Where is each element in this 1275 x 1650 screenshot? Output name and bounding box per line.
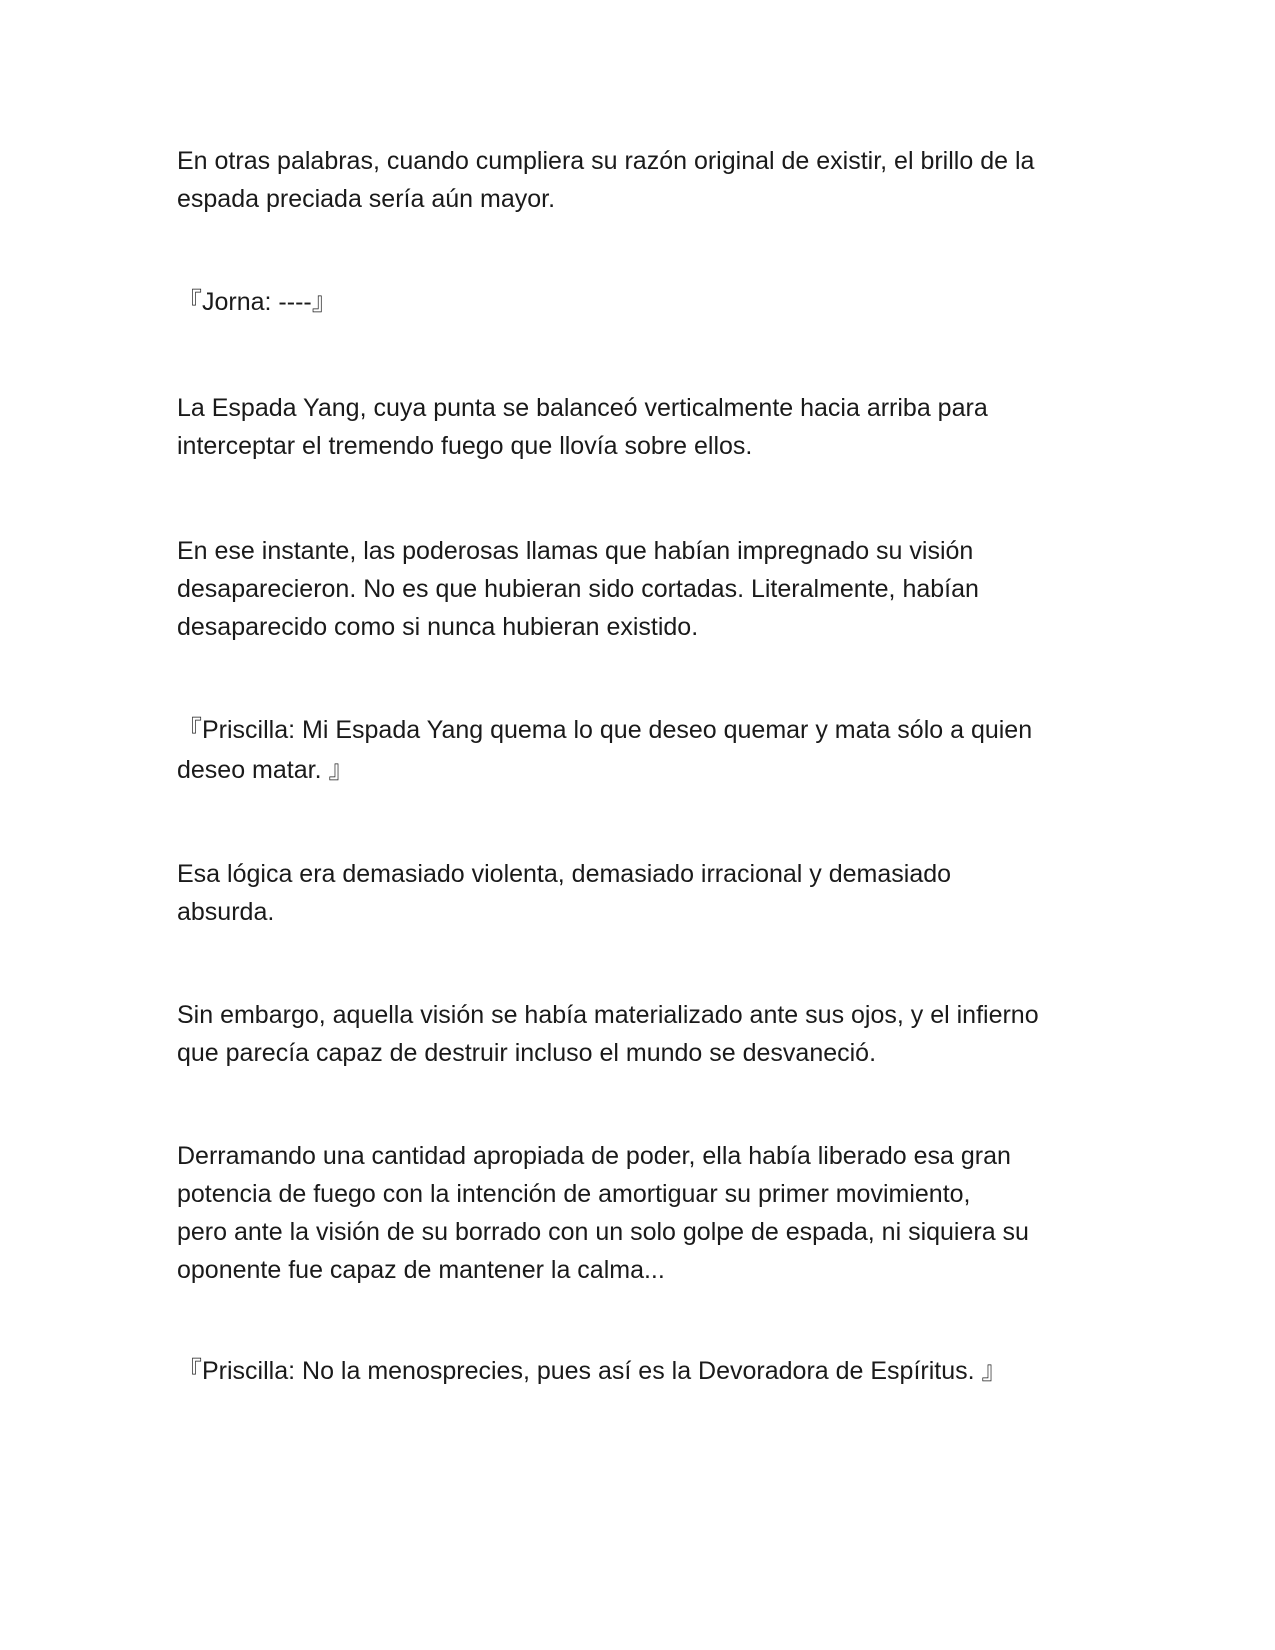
text-line: absurda.	[177, 898, 275, 926]
dialogue-priscilla-1	[177, 710, 1107, 790]
text-line: interceptar el tremendo fuego que llovía sobre ellos.	[177, 432, 753, 460]
text-line: Derramando una cantidad apropiada de poder, ella había liberado esa gran	[177, 1142, 1011, 1170]
text-line: Sin embargo, aquella visión se había materializado ante sus ojos, y el infierno	[177, 1001, 1039, 1029]
text-line: oponente fue capaz de mantener la calma...	[177, 1256, 665, 1284]
text-line: 『Priscilla: Mi Espada Yang quema lo que deseo quemar y mata sólo a quien	[177, 716, 1033, 744]
dialogue-jorna	[177, 283, 1107, 321]
text-line: espada preciada sería aún mayor.	[177, 185, 556, 213]
text-line: desaparecido como si nunca hubieran existido.	[177, 613, 699, 641]
paragraph-4	[177, 532, 1107, 646]
text-line: La Espada Yang, cuya punta se balanceó verticalmente hacia arriba para	[177, 394, 988, 422]
dialogue-priscilla-2	[177, 1352, 1107, 1390]
text-line: 『Jorna: ----』	[177, 288, 337, 316]
paragraph-7	[177, 996, 1107, 1072]
text-line: En ese instante, las poderosas llamas que habían impregnado su visión	[177, 537, 974, 565]
paragraph-3	[177, 389, 1107, 465]
paragraph-1	[177, 142, 1107, 218]
paragraph-8	[177, 1137, 1107, 1289]
text-line: desaparecieron. No es que hubieran sido cortadas. Literalmente, habían	[177, 575, 979, 603]
text-line: En otras palabras, cuando cumpliera su razón original de existir, el brillo de la	[177, 147, 1035, 175]
text-line: pero ante la visión de su borrado con un solo golpe de espada, ni siquiera su	[177, 1218, 1029, 1246]
paragraph-6	[177, 855, 1107, 931]
text-line: deseo matar. 』	[177, 756, 354, 784]
text-line: Esa lógica era demasiado violenta, demasiado irracional y demasiado	[177, 860, 952, 888]
text-line: potencia de fuego con la intención de amortiguar su primer movimiento,	[177, 1180, 971, 1208]
text-line: 『Priscilla: No la menosprecies, pues así es la Devoradora de Espíritus. 』	[177, 1357, 1007, 1385]
text-line: que parecía capaz de destruir incluso el mundo se desvaneció.	[177, 1039, 877, 1067]
